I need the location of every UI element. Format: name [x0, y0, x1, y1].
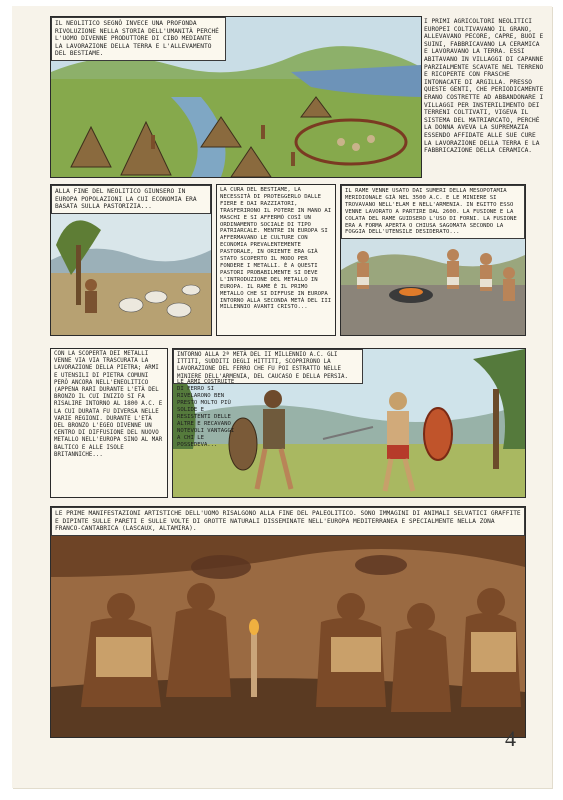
cave-illustration: [51, 507, 525, 737]
panel-patriarchy-text: [216, 184, 336, 336]
comic-page: [12, 6, 552, 788]
panel-bronze-age-text: [50, 348, 168, 498]
panel-3-text: LA CURA DEL BESTIAME, LA NECESSITÀ DI PROTEGGERLO DALLE FIERE E DAI RAZZIATORI, TRASFERIRONO IL POTERE IN MANO AI MASCHI E SI AFFERMÒ COSÌ UN ORDINAMENTO SOCIALE DI TIPO PATRIARCALE. MENTRE IN EUROPA SI AFFERMAVANO LE CULTURE CON ECONOMIA PREVALENTEMENTE PASTORALE, IN ORIENTE ERA GIÀ STATO SCOPERTO IL MODO PER FONDERE I METALLI. È A QUESTI PASTORI PROBABILMENTE SI DEVE L'INTRODUZIONE DEL METALLO IN EUROPA. IL RAME È IL PRIMO METALLO CHE SI DIFFUSE IN EUROPA INTORNO ALLA SECONDA METÀ DEL III MILLENNIO AVANTI CRISTO...: [220, 187, 332, 311]
panel-7-caption: LE PRIME MANIFESTAZIONI ARTISTICHE DELL'UOMO RISALGONO ALLA FINE DEL PALEOLITICO. SONO IMMAGINI DI ANIMALI SELVATICI GRAFFITE E DIPINTE SULLE PARETI E SULLE VOLTE DI GROTTE NATURALI DISSEMINATE NELL'EUROPA MEDITERRANEA E SPECIALMENTE NELLA ZONA FRANCO-CANTABRICA (LASCAUX, ALTAMIRA).: [51, 507, 525, 536]
panel-6-inset-text: LE ARMI COSTRUITE DI FERRO SI RIVELARONO BEN PRESTO MOLTO PIÙ SOLIDE E RESISTENTI DELLE ALTRE E RECAVANO NOTEVOLI VANTAGGI A CHI LE POSSEDEVA...: [177, 379, 235, 448]
panel-pastoralists: [50, 184, 212, 336]
panel-6-caption: INTORNO ALLA 2ª METÀ DEL II MILLENNIO A.C. GLI ITTITI, SUDDITI DEGLI HITTITI, SCOPRIRONO LA LAVORAZIONE DEL FERRO CHE FU POI ESTRATTO NELLE MINIERE DELL'ARMENIA, DEL CAUCASO E DELLA PERSIA.: [173, 349, 363, 384]
panel-1-caption: IL NEOLITICO SEGNÒ INVECE UNA PROFONDA RIVOLUZIONE NELLA STORIA DELL'UMANITÀ PERCHÉ L'UOMO DIVENNE PRODUTTORE DI CIBO MEDIANTE LA LAVORAZIONE DELLA TERRA E L'ALLEVAMENTO DEL BESTIAME.: [51, 17, 226, 61]
page-number: 4: [505, 726, 516, 751]
panel-4-caption: IL RAME VENNE USATO DAI SUMERI DELLA MESOPOTAMIA MERIDIONALE GIÀ NEL 3500 A.C. E LE MINIERE SI TROVAVANO NELL'ELAM E NELL'ARMENIA. IN EGITTO ESSO VENNE LAVORATO A PARTIRE DAL 2600. LA FUSIONE E LA COLATA DEL RAME GUIDSERO L'USO DI FORNI. LA FUSIONE ERA A FORMA APERTA O CHIUSA SAGOMATA SECONDO LA FOGGIA DELL'UTENSILE DESIDERATO...: [341, 185, 525, 239]
panel-1-side-text: I PRIMI AGRICOLTORI NEOLITICI EUROPEI COLTIVAVANO IL GRANO, ALLEVAVANO PECORE, CAPRE, BUOI E SUINI, FABBRICAVANO LA CERAMICA E LAVORAVANO LA TERRA. ESSI ABITAVANO IN VILLAGGI DI CAPANNE PARZIALMENTE SCAVATE NEL TERRENO E RICOPERTE CON FRASCHE INTONACATE DI ARGILLA. PRESSO QUESTE GENTI, CHE PERIODICAMENTE ERANO COSTRETTE AD ABBANDONARE I VILLAGGI PER INSTERILIMENTO DEI TERRENI COLTIVATI, VIGEVA IL SISTEMA DEL MATRIARCATO, PERCHÉ LA DONNA AVEVA LA SUPREMAZIA ESSENDO AFFIDATE ALLE SUE CURE LA LAVORAZIONE DELLA TERRA E LA FABBRICAZIONE DELLA CERAMICA.: [424, 18, 544, 155]
panel-neolithic-village: [50, 16, 422, 178]
panel-copper-smelting: [340, 184, 526, 336]
panel-cave-art: [50, 506, 526, 738]
panel-2-caption: ALLA FINE DEL NEOLITICO GIUNSERO IN EUROPA POPOLAZIONI LA CUI ECONOMIA ERA BASATA SULLA PASTORIZIA...: [51, 185, 211, 214]
panel-iron-warriors: [172, 348, 526, 498]
panel-5-text: CON LA SCOPERTA DEI METALLI VENNE VIA VIA TRASCURATA LA LAVORAZIONE DELLA PIETRA; ARMI E UTENSILI DI PIETRA COMUNI PERÒ ANCORA NELL'ENEOLITICO (APPENA RARI DURANTE L'ETÀ DEL BRONZO IL CUI INIZIO SI FA RISALIRE INTORNO AL 1800 A.C. E LA CUI DURATA FU DIVERSA NELLE VARIE REGIONI. DURANTE L'ETÀ DEL BRONZO L'EGEO DIVENNE UN CENTRO DI DIFFUSIONE DEL NUOVO METALLO NELL'EUROPA SINO AL MAR BALTICO E ALLE ISOLE BRITANNICHE...: [54, 351, 163, 458]
